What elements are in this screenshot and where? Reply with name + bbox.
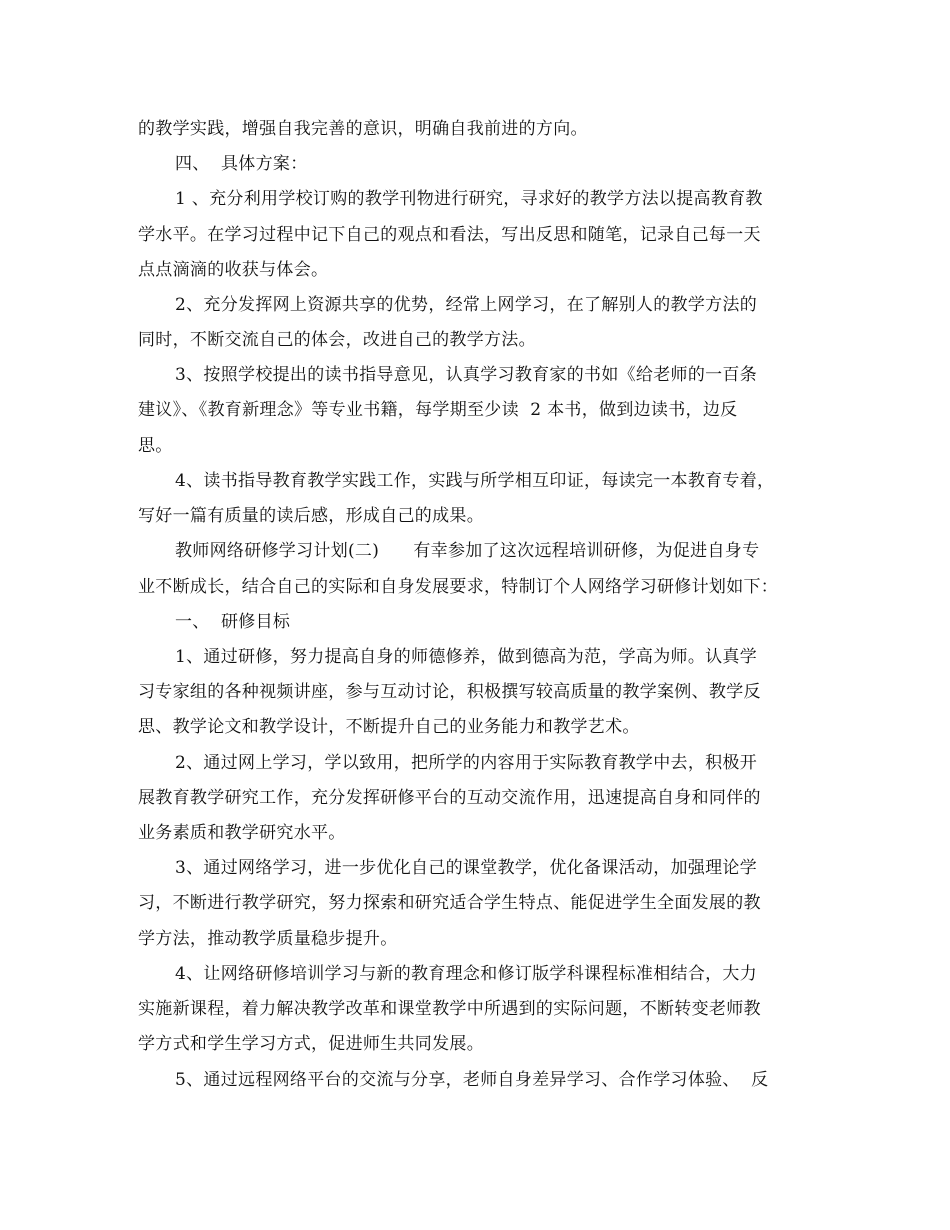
text-line: 3、按照学校提出的读书指导意见，认真学习教育家的书如《给老师的一百条 [175, 365, 758, 385]
text-line: 展教育教学研究工作，充分发挥研修平台的互动交流作用，迅速提高自身和同伴的 [138, 788, 761, 808]
text-line: 教师网络研修学习计划(二) 有幸参加了这次远程培训研修，为促进自身专 [175, 541, 760, 561]
text-line: 写好一篇有质量的读后感，形成自己的成果。 [138, 506, 484, 526]
text-line: 学方法，推动教学质量稳步提升。 [138, 929, 398, 949]
text-line: 业不断成长，结合自己的实际和自身发展要求，特制订个人网络学习研修计划如下： [138, 577, 779, 597]
text-line: 4、让网络研修培训学习与新的教育理念和修订版学科课程标准相结合，大力 [175, 964, 758, 984]
text-line: 点点滴滴的收获与体会。 [138, 260, 329, 280]
text-line: 思。 [138, 436, 173, 456]
text-line: 思、教学论文和教学设计，不断提升自己的业务能力和教学艺术。 [138, 717, 640, 737]
text-line: 学方式和学生学习方式，促进师生共同发展。 [138, 1034, 484, 1054]
text-line: 业务素质和教学研究水平。 [138, 823, 346, 843]
text-line: 习，不断进行教学研究，努力探索和研究适合学生特点、能促进学生全面发展的教 [138, 893, 761, 913]
text-line: 同时，不断交流自己的体会，改进自己的教学方法。 [138, 330, 536, 350]
text-line: 习专家组的各种视频讲座，参与互动讨论，积极撰写较高质量的教学案例、教学反 [138, 682, 761, 702]
text-line: 4、读书指导教育教学实践工作，实践与所学相互印证，每读完一本教育专着， [175, 471, 775, 491]
text-line: 实施新课程，着力解决教学改革和课堂教学中所遇到的实际问题，不断转变老师教 [138, 999, 761, 1019]
text-line: 1 、充分利用学校订购的教学刊物进行研究，寻求好的教学方法以提高教育教 [175, 189, 763, 209]
text-line: 2、通过网上学习，学以致用，把所学的内容用于实际教育教学中去，积极开 [175, 753, 758, 773]
text-line: 5、通过远程网络平台的交流与分享，老师自身差异学习、合作学习体验、 反 [175, 1070, 769, 1090]
text-line: 3、通过网络学习，进一步优化自己的课堂教学，优化备课活动，加强理论学 [175, 858, 758, 878]
section-heading: 一、 研修目标 [175, 612, 291, 632]
text-line: 的教学实践，增强自我完善的意识，明确自我前进的方向。 [138, 119, 588, 139]
text-line: 2、充分发挥网上资源共享的优势，经常上网学习，在了解别人的教学方法的 [175, 295, 758, 315]
text-line: 建议》、《教育新理念》等专业书籍，每学期至少读 2 本书，做到边读书，边反 [138, 400, 738, 420]
text-line: 1、通过研修，努力提高自身的师德修养，做到德高为范，学高为师。认真学 [175, 647, 758, 667]
section-heading: 四、 具体方案： [175, 154, 308, 174]
text-line: 学水平。在学习过程中记下自己的观点和看法，写出反思和随笔，记录自己每一天 [138, 225, 761, 245]
